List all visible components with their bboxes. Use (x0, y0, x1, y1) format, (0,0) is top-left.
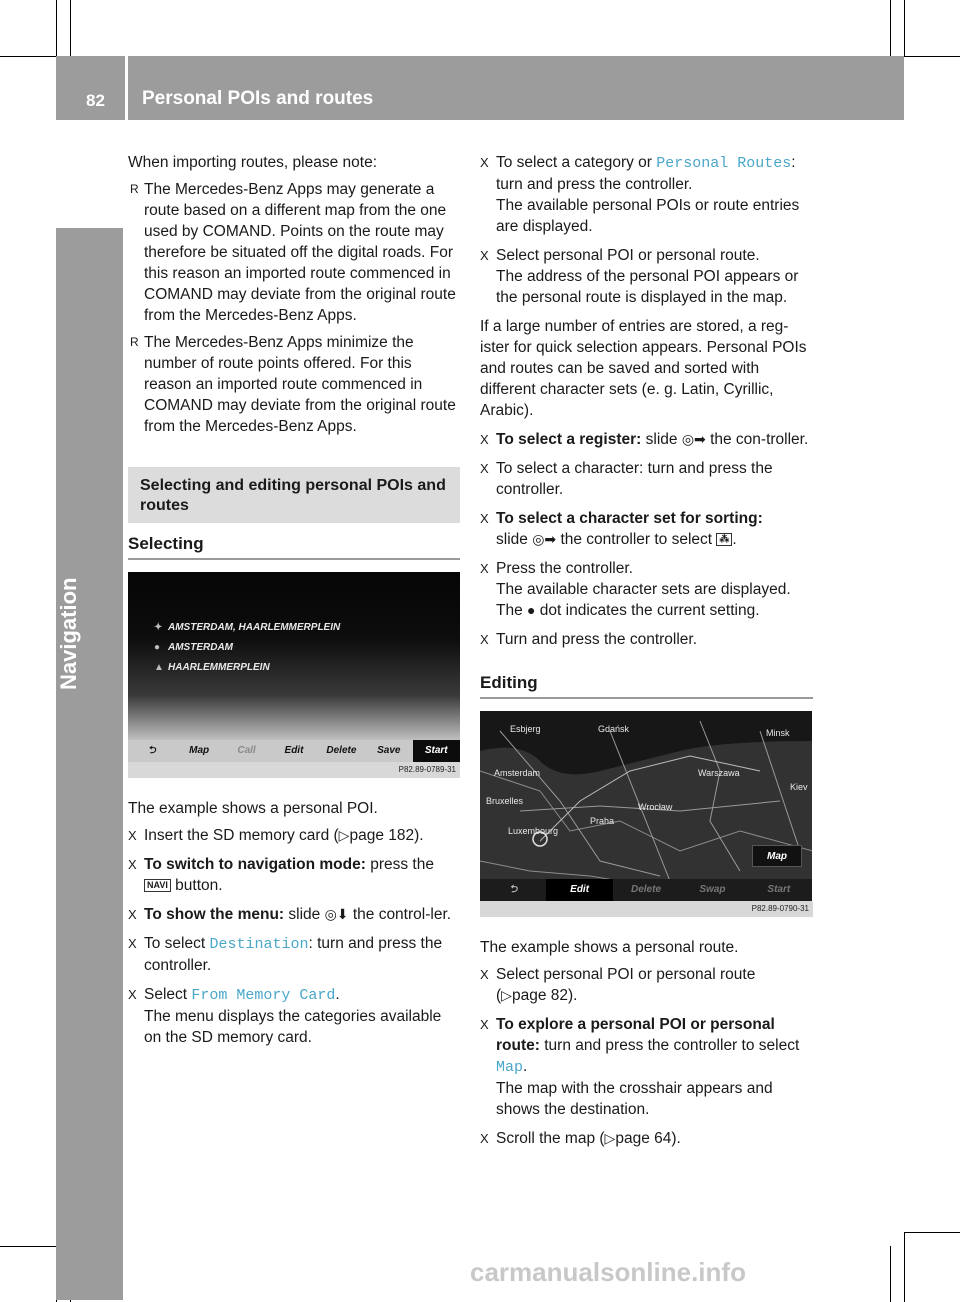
controller-slide-right-icon: ◎➡ (532, 531, 557, 547)
pin-icon: ✦ (154, 622, 163, 633)
subheading-selecting: Selecting (128, 533, 460, 560)
instruction-step: X Press the controller. The available character sets are displayed. The ● dot indicates the current setting. (480, 560, 791, 619)
delete-softkey[interactable]: Delete (631, 884, 662, 895)
section-heading: Selecting and editing personal POIs and routes (128, 467, 460, 523)
swap-softkey[interactable]: Swap (699, 884, 726, 895)
step-arrow-icon: X (480, 561, 489, 576)
map-label: Luxembourg (508, 826, 559, 836)
figure-code: P82.89-0789-31 (128, 762, 460, 778)
crop-mark (904, 0, 905, 56)
step-result: The available character sets are displayed. (496, 581, 791, 598)
map-label: Kiev (790, 782, 808, 792)
edit-softkey[interactable]: Edit (284, 745, 304, 756)
crop-mark (890, 0, 891, 56)
page-ref-icon: ▷ (338, 827, 350, 843)
controller-slide-down-icon: ◎⬇ (324, 906, 349, 922)
right-column (480, 152, 813, 1157)
map-label: Gdańsk (598, 724, 630, 734)
instruction-step: X To switch to navigation mode: press the NAVI button. (128, 856, 434, 894)
watermark: carmanualsonline.info (470, 1257, 746, 1287)
step-result: The address of the personal POI appears or the personal route is displayed in the map. (496, 268, 799, 306)
map-label: Warszawa (698, 768, 740, 778)
instruction-step: X To select a category or Personal Routes: turn and press the controller. The available personal POIs or route entries are displayed. (480, 154, 800, 235)
step-arrow-icon: X (128, 857, 137, 872)
back-button[interactable]: ⮌ (509, 884, 518, 895)
step-arrow-icon: X (480, 432, 489, 447)
step-arrow-icon: X (128, 907, 137, 922)
call-softkey[interactable]: Call (237, 745, 256, 756)
map-label: Bruxelles (486, 796, 524, 806)
dot-icon: ● (527, 602, 536, 618)
page-ref-icon: ▷ (501, 987, 512, 1003)
note-text: The Mercedes-Benz Apps may generate a route based on a different map from the one used by COMAND. Points on the route may therefore be situated off the digital roads. For this reason an imported route commenced in COMAND may deviate from the original route from the Mercedes-Benz Apps. (144, 181, 456, 324)
chapter-tab (56, 228, 123, 1300)
figure-caption: The example shows a personal POI. (128, 800, 378, 817)
instruction-step: X Select From Memory Card. The menu displays the categories available on the SD memory card. (128, 986, 442, 1046)
screenshot-route-map (480, 711, 813, 917)
bullet-icon: R (130, 182, 139, 196)
step-result: The menu displays the categories available on the SD memory card. (144, 1008, 442, 1046)
step-arrow-icon: X (480, 1131, 489, 1146)
step-arrow-icon: X (128, 828, 137, 843)
instruction-step: X To select Destination: turn and press the controller. (128, 935, 443, 974)
map-label: Esbjerg (510, 724, 541, 734)
list-item: ▲ HAARLEMMERPLEIN (154, 657, 270, 678)
register-paragraph: If a large number of entries are stored, a reg-ister for quick selection appears. Personal POIs and routes can be saved and sorted with different character sets (e. g. Latin, Cyrillic, Arabic). (480, 318, 807, 419)
step-arrow-icon: X (480, 967, 489, 982)
navi-button-icon: NAVI (144, 879, 171, 892)
step-arrow-icon: X (480, 1017, 489, 1032)
page-ref-icon: ▷ (604, 1130, 616, 1146)
crop-mark (0, 1246, 56, 1247)
instruction-step: X To select a character: turn and press the controller. (480, 460, 773, 498)
page-number: 82 (86, 91, 105, 110)
step-result: The available personal POIs or route entries are displayed. (496, 197, 800, 235)
edit-softkey[interactable]: Edit (546, 879, 612, 901)
back-button[interactable]: ⮌ (147, 745, 156, 756)
start-softkey[interactable]: Start (767, 884, 791, 895)
list-item (128, 332, 460, 437)
step-result: The map with the crosshair appears and shows the destination. (496, 1080, 773, 1118)
left-column (128, 152, 460, 1056)
map-label: Praha (590, 816, 615, 826)
delete-softkey[interactable]: Delete (326, 745, 357, 756)
subheading-editing: Editing (480, 672, 813, 699)
crop-mark (70, 0, 71, 56)
save-softkey[interactable]: Save (377, 745, 401, 756)
map-button[interactable]: Map (752, 845, 802, 867)
menu-item-personal-routes: Personal Routes (656, 155, 792, 172)
step-arrow-icon: X (480, 461, 489, 476)
start-softkey[interactable]: Start (413, 740, 460, 762)
list-item: ✦ AMSTERDAM, HAARLEMMERPLEIN (154, 617, 340, 638)
list-item: ● AMSTERDAM (154, 637, 233, 658)
step-arrow-icon: X (480, 155, 489, 170)
map-label: Amsterdam (494, 768, 541, 778)
list-item (128, 179, 460, 326)
step-arrow-icon: X (128, 936, 137, 951)
instruction-step: X To explore a personal POI or personal route: turn and press the controller to select Map. The map with the crosshair appears and shows the destination. (480, 1016, 800, 1118)
map-label: Wrocław (638, 802, 673, 812)
character-set-icon: ⁂ (716, 533, 732, 546)
instruction-step: X To select a register: slide ◎➡ the con-troller. (480, 431, 809, 448)
map-softkey[interactable]: Map (189, 745, 210, 756)
step-arrow-icon: X (480, 632, 489, 647)
country-icon: ● (154, 642, 161, 653)
display-screen (128, 572, 460, 762)
figure-caption: The example shows a personal route. (480, 939, 739, 956)
menu-item-map: Map (496, 1059, 524, 1076)
softkey-bar (480, 879, 812, 901)
screenshot-poi (128, 572, 460, 778)
display-screen (480, 711, 812, 901)
instruction-step: X Scroll the map (▷page 64). (480, 1130, 681, 1147)
menu-item-from-memory-card: From Memory Card (191, 987, 336, 1004)
note-text: The Mercedes-Benz Apps minimize the number of route points offered. For this reason an imported route commenced in COMAND may deviate from the original route from the Mercedes-Benz Apps. (144, 334, 456, 435)
step-arrow-icon: X (128, 987, 137, 1002)
step-arrow-icon: X (480, 248, 489, 263)
crop-mark (56, 0, 57, 56)
import-intro: When importing routes, please note: (128, 154, 377, 171)
crop-mark (890, 1246, 891, 1302)
crop-mark (904, 56, 960, 57)
instruction-step: X Select personal POI or personal route (▷page 82). (480, 966, 756, 1004)
instruction-step: X Select personal POI or personal route. The address of the personal POI appears or the personal route is displayed in the map. (480, 247, 799, 306)
instruction-step: X Insert the SD memory card (▷page 182). (128, 827, 424, 844)
step-arrow-icon: X (480, 511, 489, 526)
menu-item-destination: Destination (209, 936, 309, 953)
crop-mark (904, 1232, 905, 1302)
bullet-icon: R (130, 335, 139, 349)
header-divider (125, 56, 128, 120)
instruction-step: X Turn and press the controller. (480, 631, 698, 648)
page-title: Personal POIs and routes (142, 88, 374, 109)
softkey-bar (128, 740, 460, 762)
crop-mark (904, 1232, 960, 1233)
crop-mark (0, 56, 56, 57)
figure-code: P82.89-0790-31 (480, 901, 813, 917)
street-icon: ▲ (154, 662, 164, 673)
chapter-tab-label: Navigation (56, 577, 81, 690)
map-label: Minsk (766, 728, 790, 738)
instruction-step: X To select a character set for sorting: slide ◎➡ the controller to select ⁂ . (480, 510, 763, 548)
instruction-step: X To show the menu: slide ◎⬇ the control-ler. (128, 906, 452, 923)
controller-slide-right-icon: ◎➡ (681, 431, 706, 447)
